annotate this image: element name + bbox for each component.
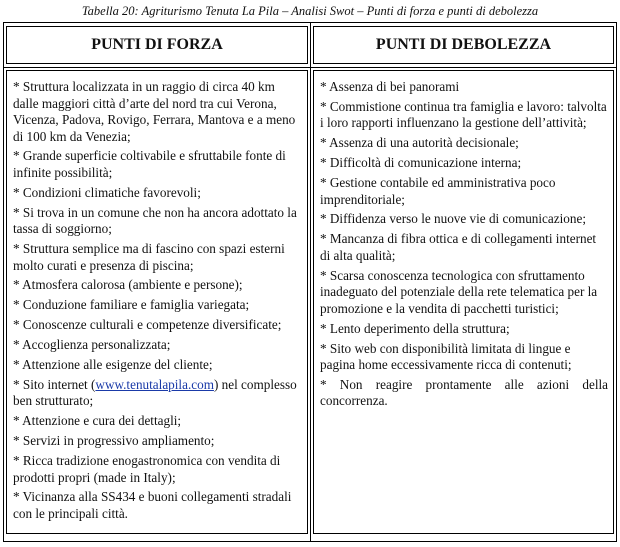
- debolezza-cell: [311, 68, 617, 542]
- debolezza-item: * Non reagire prontamente alle azioni della concorrenza.: [320, 376, 608, 409]
- forza-cell: [4, 68, 311, 542]
- debolezza-list: [313, 70, 614, 534]
- forza-item: * Servizi in progressivo ampliamento;: [13, 433, 215, 449]
- forza-item: * Attenzione alle esigenze del cliente;: [13, 357, 213, 373]
- debolezza-item: * Assenza di una autorità decisionale;: [320, 135, 519, 151]
- forza-list: [6, 70, 308, 534]
- debolezza-header-cell: [311, 23, 617, 68]
- debolezza-item: * Difficoltà di comunicazione interna;: [320, 155, 522, 171]
- debolezza-item: * Diffidenza verso le nuove vie di comunicazione;: [320, 211, 586, 227]
- forza-item: * Struttura semplice ma di fascino con spazi esterni molto curati e presenza di piscina;: [13, 241, 285, 273]
- debolezza-item: * Sito web con disponibilità limitata di lingue e pagina home eccessivamente ricca di contenuti;: [320, 340, 572, 373]
- debolezza-item: * Gestione contabile ed amministrativa poco imprenditoriale;: [320, 175, 556, 207]
- forza-item: * Si trova in un comune che non ha ancora adottato la tassa di soggiorno;: [13, 204, 297, 237]
- debolezza-item: * Mancanza di fibra ottica e di collegamenti internet di alta qualità;: [320, 231, 597, 263]
- forza-header: PUNTI DI FORZA: [6, 26, 308, 64]
- forza-item: * Struttura localizzata in un raggio di circa 40 km dalle maggiori città d’arte del nord tra cui Verona, Vicenza, Padova, Rovigo, Ferrara, Mantova e a meno di 100 km da Venezia;: [13, 79, 296, 144]
- swot-table: [3, 22, 617, 542]
- forza-item: * Ricca tradizione enogastronomica con vendita di prodotti propri (made in Italy);: [13, 453, 281, 485]
- website-prefix: * Sito internet (: [13, 376, 96, 392]
- forza-item-website: [13, 377, 302, 410]
- debolezza-item: * Scarsa conoscenza tecnologica con sfruttamento inadeguato del potenziale della rete telematica per la promozione e la vendita di pacchetti turistici;: [320, 267, 598, 316]
- forza-item: * Conduzione familiare e famiglia variegata;: [13, 297, 250, 313]
- forza-item: * Attenzione e cura dei dettagli;: [13, 413, 182, 429]
- website-suffix: ) nel complesso ben strutturato;: [13, 376, 297, 409]
- debolezza-header: PUNTI DI DEBOLEZZA: [313, 26, 614, 64]
- debolezza-item: * Assenza di bei panorami: [320, 79, 460, 94]
- website-link[interactable]: www.tenutalapila.com: [95, 376, 214, 392]
- forza-header-cell: [4, 23, 311, 68]
- table-caption: Tabella 20: Agriturismo Tenuta La Pila – Analisi Swot – Punti di forza e punti di debolezza: [81, 4, 539, 18]
- forza-item: * Condizioni climatiche favorevoli;: [13, 184, 201, 200]
- forza-item: * Atmosfera calorosa (ambiente e persone);: [13, 277, 243, 293]
- forza-item: * Conoscenze culturali e competenze diversificate;: [13, 317, 282, 333]
- forza-item: * Grande superficie coltivabile e sfruttabile fonte di infinite possibilità;: [13, 148, 286, 180]
- debolezza-item: * Lento deperimento della struttura;: [320, 320, 510, 336]
- debolezza-item: * Commistione continua tra famiglia e lavoro: talvolta i loro rapporti influenzano la gestione dell’attività;: [320, 98, 607, 131]
- forza-item: * Accoglienza personalizzata;: [13, 337, 171, 353]
- forza-item: * Vicinanza alla SS434 e buoni collegamenti stradali con le principali città.: [13, 489, 292, 521]
